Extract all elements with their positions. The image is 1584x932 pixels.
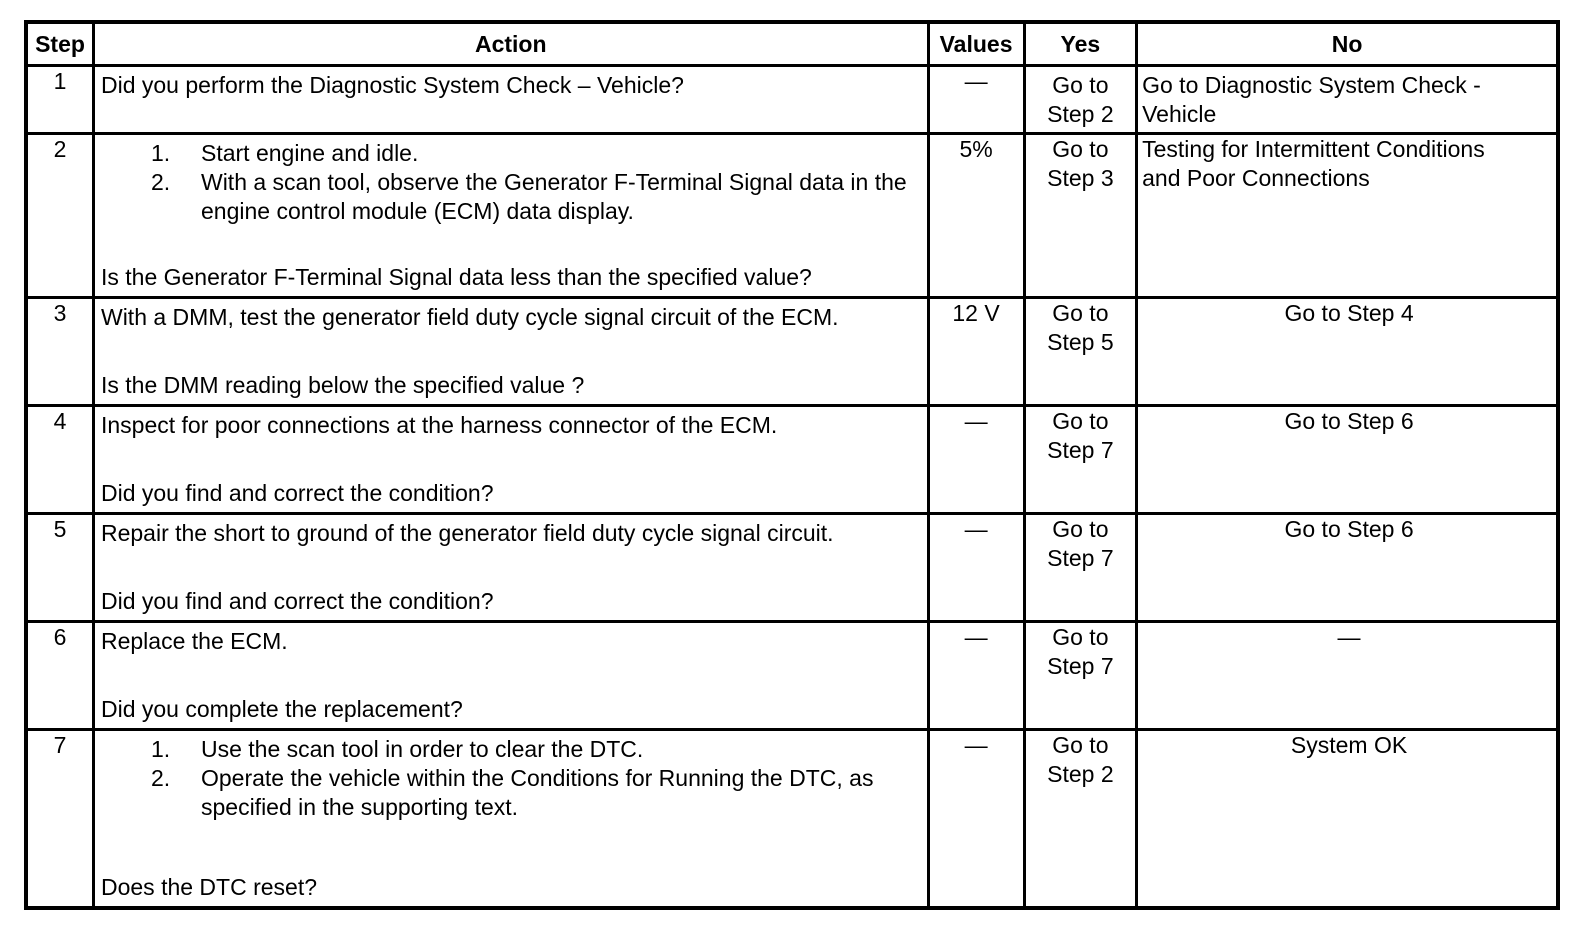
list-item: 1. Use the scan tool in order to clear the DTC. [150,736,644,762]
no-cell [1137,622,1558,730]
no-text: Go to Step 6 [1284,408,1414,434]
yes-line1: Go to [1052,516,1109,542]
header-no: No [1137,22,1558,66]
step-number: 1 [26,66,93,134]
action-text: Inspect for poor connections at the harness connector of the ECM. [100,412,778,438]
no-line1: Go to Diagnostic System Check - [1142,72,1481,98]
no-cell [1137,298,1558,406]
no-line1: Testing for Intermittent Conditions [1142,136,1485,162]
action-question: Does the DTC reset? [100,874,318,900]
yes-line1: Go to [1052,732,1109,758]
yes-line1: Go to [1052,408,1109,434]
yes-line2: Step 7 [1047,437,1114,463]
step-number: 2 [26,134,93,298]
step-number: 4 [26,406,93,514]
yes-cell [1024,66,1136,134]
table-row [26,622,1558,730]
no-cell [1137,134,1558,298]
table-row [26,730,1558,909]
list-item: 1. Start engine and idle. [150,140,419,166]
action-cell [93,730,928,909]
yes-cell [1024,514,1136,622]
action-question: Did you find and correct the condition? [100,588,494,614]
action-question: Did you find and correct the condition? [100,480,494,506]
yes-line1: Go to [1052,624,1109,650]
yes-line2: Step 2 [1047,101,1114,127]
action-cell [93,298,928,406]
action-text: Repair the short to ground of the generator field duty cycle signal circuit. [100,520,834,546]
action-question: Is the DMM reading below the specified value ? [100,372,585,398]
header-row [26,22,1558,66]
yes-cell [1024,622,1136,730]
diagnostic-table [24,20,1560,910]
no-cell [1137,514,1558,622]
step-number: 5 [26,514,93,622]
no-line2: Vehicle [1142,101,1217,127]
yes-line2: Step 7 [1047,653,1114,679]
table-row [26,298,1558,406]
value-cell: 12 V [928,298,1024,406]
action-cell [93,134,928,298]
table-row [26,134,1558,298]
action-question: Is the Generator F-Terminal Signal data less than the specified value? [100,264,812,290]
value-cell: — [928,514,1024,622]
no-cell [1137,406,1558,514]
list-item: 2. Operate the vehicle within the Conditions for Running the DTC, as specified in the supporting text. [150,765,874,820]
no-text: Go to Step 6 [1284,516,1414,542]
yes-cell [1024,406,1136,514]
value-cell: — [928,622,1024,730]
no-cell [1137,66,1558,134]
action-text: Did you perform the Diagnostic System Check – Vehicle? [100,72,684,98]
header-step: Step [26,22,93,66]
yes-cell [1024,298,1136,406]
header-action: Action [93,22,928,66]
header-values: Values [928,22,1024,66]
action-steps-list [101,735,921,822]
value-cell: — [928,66,1024,134]
table-row [26,406,1558,514]
no-text: Go to Step 4 [1284,300,1414,326]
no-text: System OK [1290,732,1408,758]
yes-line1: Go to [1052,300,1109,326]
yes-line1: Go to [1052,72,1109,98]
value-cell: — [928,730,1024,909]
action-question: Did you complete the replacement? [100,696,463,722]
no-cell [1137,730,1558,909]
action-cell [93,514,928,622]
step-number: 3 [26,298,93,406]
table-row [26,66,1558,134]
header-yes: Yes [1024,22,1136,66]
yes-line2: Step 2 [1047,761,1114,787]
yes-cell [1024,730,1136,909]
list-item: 2. With a scan tool, observe the Generator F-Terminal Signal data in the engine control module (ECM) data display. [150,169,907,224]
table-row [26,514,1558,622]
yes-line1: Go to [1052,136,1109,162]
yes-line2: Step 3 [1047,165,1114,191]
value-cell: — [928,406,1024,514]
no-text: — [1337,624,1361,650]
step-number: 7 [26,730,93,909]
action-steps-list [101,139,921,226]
value-cell: 5% [928,134,1024,298]
action-cell [93,406,928,514]
yes-line2: Step 7 [1047,545,1114,571]
step-number: 6 [26,622,93,730]
no-line2: and Poor Connections [1142,165,1370,191]
action-cell [93,66,928,134]
action-text: Replace the ECM. [100,628,288,654]
yes-cell [1024,134,1136,298]
action-text: With a DMM, test the generator field duty cycle signal circuit of the ECM. [100,304,839,330]
yes-line2: Step 5 [1047,329,1114,355]
action-cell [93,622,928,730]
